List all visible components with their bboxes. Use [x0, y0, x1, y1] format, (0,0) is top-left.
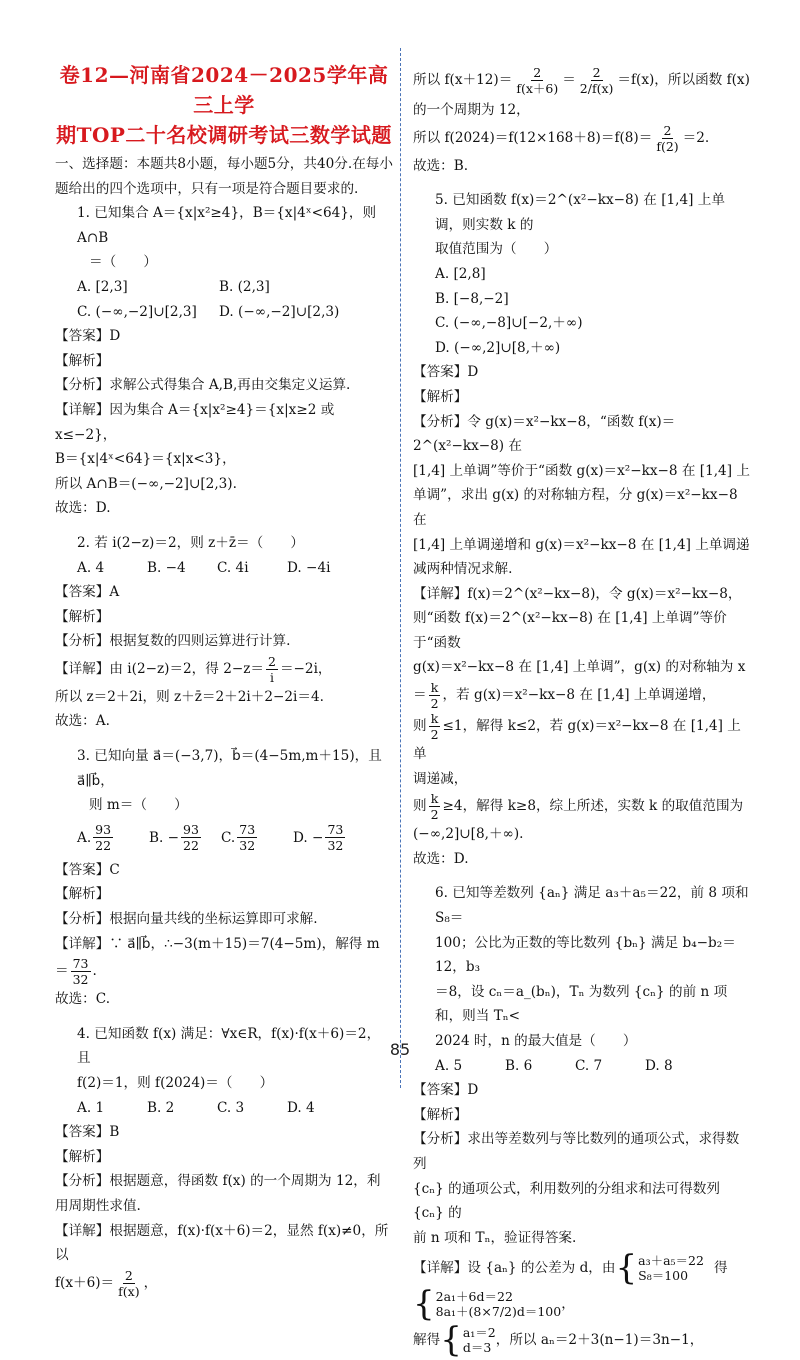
equation-system: { 2a₁＋6d＝22 8a₁＋(8×7/2)d＝100 [413, 1284, 562, 1325]
q1-detail-2: B＝{x|4ˣ<64}＝{x|x<3}， [55, 451, 236, 468]
q6-fenxi-2: {cₙ} 的通项公式，利用数列的分组求和法可得数列 {cₙ} 的 [413, 1180, 720, 1222]
q4-option-c: C. 3 [217, 1099, 245, 1116]
q5-detail-7: 则 $\frac{k}{2}$ ≥4，解得 k≥8，综上所述，实数 k 的取值范围为 [413, 791, 744, 823]
q1-option-a: A. [2,3] [77, 278, 128, 295]
q3-option-c: C. $\frac{73}{32}$ [221, 822, 256, 854]
q2-option-b: B. −4 [147, 559, 186, 576]
q2-stem: 2. 若 i(2−z)＝2，则 z＋z̄＝（ ） [77, 534, 304, 551]
q4-stem-1: 4. 已知函数 f(x) 满足：∀x∈R，f(x)·f(x＋6)＝2，且 [77, 1025, 381, 1067]
q2-detail-3: 故选：A. [55, 713, 110, 730]
equation-system: { a₁＝2 d＝3 [440, 1320, 496, 1360]
q3-stem-1: 3. 已知向量 a⃗＝(−3,7)，b⃗＝(4−5m,m＋15)，且 a⃗∥b⃗， [77, 748, 382, 789]
q3-answer: 【答案】C [55, 861, 120, 878]
q6-option-b: B. 6 [505, 1057, 533, 1074]
q4-option-a: A. 1 [77, 1099, 105, 1116]
question-4 [55, 1022, 393, 1299]
q3-detail-1: 【详解】∵ a⃗∥b⃗，∴−3(m＋15)＝7(4−5m)，解得 m＝ $\frac{73}{32}$ . [55, 935, 380, 988]
exam-title [55, 60, 393, 150]
q4-detail-2: f(x＋6)＝ $\frac{2}{f(x)}$ ， [55, 1267, 158, 1299]
q6-stem-3: ＝8，设 cₙ＝a_(bₙ)，Tₙ 为数列 {cₙ} 的前 n 项和，则当 Tₙ< [435, 983, 728, 1025]
q5-fenxi-4: [1,4] 上单调递增和 g(x)＝x²−kx−8 在 [1,4] 上单调递 [413, 536, 750, 553]
q4-cont-4: 故选：B. [413, 157, 469, 174]
left-column [55, 60, 393, 1299]
question-1 [55, 201, 393, 521]
q5-detail-5: 则 $\frac{k}{2}$ ≤1，解得 k≤2，若 g(x)＝x²−kx−8 在 [1,4] 上单 [413, 711, 741, 763]
q5-fenxi-2: [1,4] 上单调”等价于“函数 g(x)＝x²−kx−8 在 [1,4] 上 [413, 462, 750, 479]
q3-jiexi: 【解析】 [55, 886, 110, 903]
q6-fenxi-3: 前 n 项和 Tₙ，验证得答案. [413, 1229, 577, 1246]
q6-detail-3: 解得 { a₁＝2 d＝3 ，所以 aₙ＝2＋3(n−1)＝3n−1， [413, 1320, 704, 1360]
q1-stem-2: ＝（ ） [89, 254, 157, 271]
q6-option-c: C. 7 [575, 1057, 603, 1074]
fraction: $\frac{2}{i}$ [268, 653, 276, 685]
q3-detail-2: 故选：C. [55, 991, 111, 1008]
q2-option-a: A. 4 [77, 559, 105, 576]
q2-jiexi: 【解析】 [55, 608, 110, 625]
q6-option-a: A. 5 [435, 1057, 463, 1074]
q4-cont-3: 所以 f(2024)＝f(12×168＋8)＝f(8)＝ $\frac{2}{f(2)}$ ＝2. [413, 122, 710, 154]
q5-option-c: C. (−∞,−8]∪[−2,＋∞) [435, 315, 583, 332]
question-3 [55, 744, 393, 1012]
question-6 [413, 881, 751, 1358]
q1-detail-4: 故选：D. [55, 500, 111, 517]
q4-jiexi: 【解析】 [55, 1148, 110, 1165]
q2-detail-2: 所以 z＝2＋2i，则 z＋z̄＝2＋2i＋2−2i＝4. [55, 688, 324, 705]
q3-option-b: B. − $\frac{93}{22}$ [149, 822, 199, 854]
q6-detail-1: 【详解】设 {aₙ} 的公差为 d，由 { a₃＋a₅＝22 S₈＝100 得 [413, 1248, 728, 1289]
q5-option-a: A. [2,8] [435, 265, 486, 282]
q3-stem-2: 则 m＝（ ） [89, 797, 188, 814]
page-number: 85 [389, 1040, 411, 1059]
q6-detail-2: { 2a₁＋6d＝22 8a₁＋(8×7/2)d＝100 ， [413, 1284, 575, 1325]
q1-options-row-2 [55, 300, 393, 325]
q4-stem-2: f(2)＝1，则 f(2024)＝（ ） [77, 1075, 274, 1091]
title-line-1: 卷12—河南省2024－2025学年高三上学 [59, 63, 389, 117]
column-divider [400, 48, 401, 1088]
q6-fenxi-1: 【分析】求出等差数列与等比数列的通项公式，求得数列 [413, 1131, 740, 1172]
q4-option-d: D. 4 [287, 1099, 315, 1116]
q2-options [55, 556, 393, 581]
q1-option-c: C. (−∞,−2]∪[2,3] [77, 303, 197, 320]
q5-option-d: D. (−∞,2]∪[8,＋∞) [435, 339, 561, 356]
q6-option-d: D. 8 [645, 1057, 673, 1074]
q2-option-c: C. 4i [217, 559, 249, 576]
q4-cont-2: 的一个周期为 12， [413, 102, 530, 118]
q5-stem-1: 5. 已知函数 f(x)＝2^(x²−kx−8) 在 [1,4] 上单调，则实数 k 的 [435, 192, 725, 233]
q1-fenxi: 【分析】求解公式得集合 A,B,再由交集定义运算. [55, 377, 351, 394]
q2-answer: 【答案】A [55, 584, 120, 601]
q4-detail-1: 【详解】根据题意，f(x)·f(x＋6)＝2，显然 f(x)≠0，所以 [55, 1222, 389, 1264]
equation-system: { a₃＋a₅＝22 S₈＝100 [615, 1248, 704, 1289]
section-intro: 一、选择题：本题共8小题，每小题5分，共40分.在每小题给出的四个选项中，只有一项是符合题目要求的. [55, 156, 393, 197]
q5-stem-2: 取值范围为（ ） [435, 241, 558, 258]
q6-stem-2: 100；公比为正数的等比数列 {bₙ} 满足 b₄−b₂＝12，b₃ [435, 934, 736, 976]
q5-detail-1: 【详解】f(x)＝2^(x²−kx−8)，令 g(x)＝x²−kx−8， [413, 585, 742, 602]
title-line-2: 期TOP二十名校调研考试三数学试题 [56, 123, 392, 147]
q5-option-b: B. [−8,−2] [435, 290, 509, 307]
q3-options [55, 818, 393, 858]
q4-option-b: B. 2 [147, 1099, 175, 1116]
q5-answer: 【答案】D [413, 364, 479, 381]
q2-fenxi: 【分析】根据复数的四则运算进行计算. [55, 633, 291, 650]
q5-detail-3: g(x)＝x²−kx−8 在 [1,4] 上单调”，g(x) 的对称轴为 x [413, 659, 746, 676]
question-2 [55, 531, 393, 734]
q4-cont-1: 所以 f(x＋12)＝ $\frac{2}{f(x+6)}$ ＝ $\frac{2}{2/f(x)}$ ＝f(x)，所以函数 f(x) [413, 64, 750, 96]
q5-fenxi-3: 单调”，求出 g(x) 的对称轴方程，分 g(x)＝x²−kx−8 在 [413, 487, 738, 528]
q1-detail-1: 【详解】因为集合 A＝{x|x²≥4}＝{x|x≥2 或 x≤−2}， [55, 401, 335, 443]
q4-fenxi: 【分析】根据题意，得函数 f(x) 的一个周期为 12，利用周期性求值. [55, 1173, 381, 1214]
q1-answer: 【答案】D [55, 328, 121, 345]
q1-option-b: B. (2,3] [219, 278, 270, 295]
q3-fenxi: 【分析】根据向量共线的坐标运算即可求解. [55, 911, 318, 928]
q5-detail-2: 则“函数 f(x)＝2^(x²−kx−8) 在 [1,4] 上单调”等价于“函数 [413, 610, 727, 651]
q5-detail-4: ＝ $\frac{k}{2}$ ，若 g(x)＝x²−kx−8 在 [1,4] 上单调递增， [413, 680, 716, 712]
q4-answer: 【答案】B [55, 1124, 120, 1141]
q2-detail-1: 【详解】由 i(2−z)＝2，得 2−z＝ $\frac{2}{i}$ ＝−2i， [55, 653, 332, 685]
right-column [413, 62, 751, 1358]
q5-fenxi-1: 【分析】令 g(x)＝x²−kx−8，“函数 f(x)＝2^(x²−kx−8) 在 [413, 413, 676, 455]
q6-jiexi: 【解析】 [413, 1106, 468, 1123]
q2-option-d: D. −4i [287, 559, 331, 576]
question-5 [413, 188, 751, 871]
q3-option-a: A. $\frac{93}{22}$ [77, 822, 112, 854]
q1-stem-1: 1. 已知集合 A＝{x|x²≥4}，B＝{x|4ˣ<64}，则 A∩B [77, 205, 377, 246]
q1-detail-3: 所以 A∩B＝(−∞,−2]∪[2,3). [55, 475, 237, 492]
q5-detail-6: 调递减， [413, 770, 468, 787]
q5-detail-9: 故选：D. [413, 850, 469, 867]
q4-options [55, 1096, 393, 1121]
q5-fenxi-5: 减两种情况求解. [413, 561, 513, 578]
q1-jiexi: 【解析】 [55, 352, 110, 369]
q6-stem-4: 2024 时，n 的最大值是（ ） [435, 1033, 637, 1049]
q5-detail-8: (−∞,2]∪[8,＋∞). [413, 826, 524, 843]
q3-option-d: D. − $\frac{73}{32}$ [293, 822, 344, 854]
q1-option-d: D. (−∞,−2]∪[2,3) [219, 303, 340, 320]
q5-jiexi: 【解析】 [413, 388, 468, 405]
q6-stem-1: 6. 已知等差数列 {aₙ} 满足 a₃＋a₅＝22，前 8 项和 S₈＝ [435, 885, 749, 927]
q1-options-row-1 [55, 275, 393, 300]
q6-answer: 【答案】D [413, 1082, 479, 1099]
